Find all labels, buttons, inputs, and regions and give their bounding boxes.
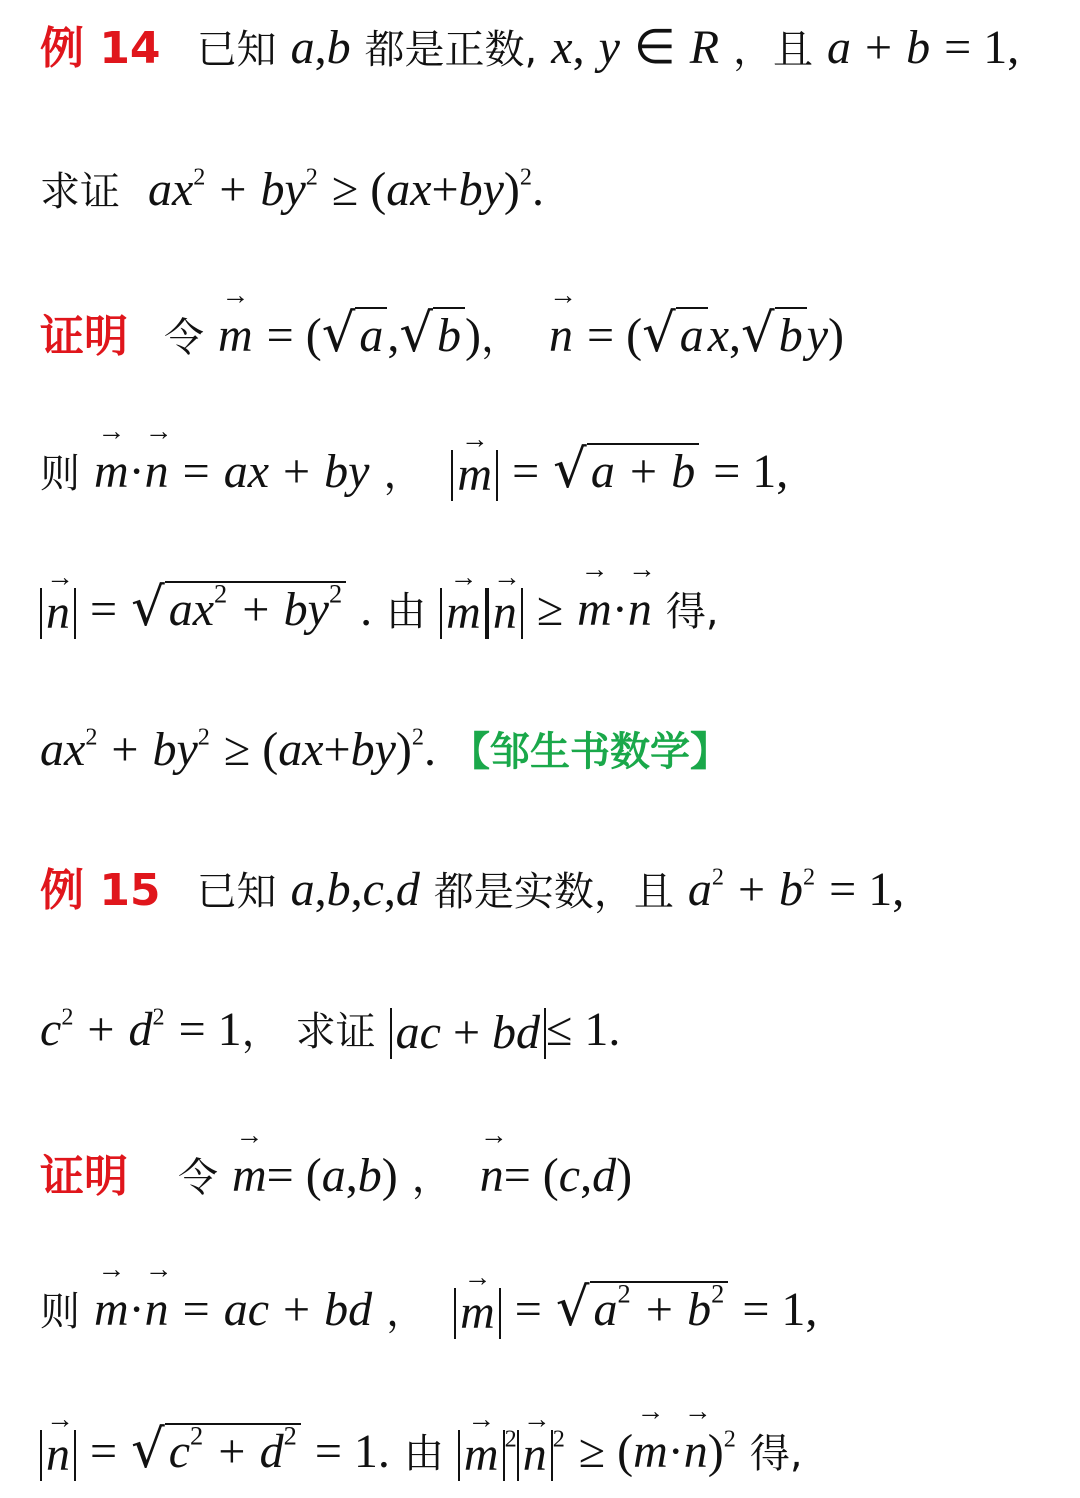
proof14-line2: 则 → m·→ n = ax + by ， → m = √a + b = 1, (40, 440, 1072, 504)
example15-statement-line2: $c^2 + d^2 = 1$， 求证 ac + bd ≤ 1. (40, 1003, 621, 1060)
proof14-line3: → $n = √ax^2 + by^2$ . 由 → m→ n ≥ → m·→ n 得, (40, 578, 1072, 642)
proof14-label: 证明 (40, 311, 128, 362)
brand-watermark-text: 【邹生书数学】 (450, 729, 730, 775)
vector-m: → m (218, 306, 253, 366)
example15-label: 例 15 (40, 865, 161, 916)
proof15-line2: 则 → m·→ n = ac + bd ， → $m = √a^2 + b^2 = 1$, (40, 1278, 1072, 1342)
example14-statement-line2: 求证 $ax^2 + by^2 \ge (ax+by)^2$. (40, 163, 544, 216)
vector-n: → n (549, 306, 573, 366)
proof15-line1: 证明 令 → m= (a,b) ， → n= (c,d) (40, 1146, 1072, 1208)
proof15-line3: → $n = √c^2 + d^2 = 1$. 由 → m $^2$→ n $^2$ ≥ (→ m·→ n)$^2$ 得, (40, 1420, 1072, 1484)
example14-statement-line1: 例 14 已知 a,b 都是正数, x, y ∈ R ，且 a + b = 1, (40, 21, 1020, 74)
example15-statement-line1: 例 15 已知 a,b,c,d 都是实数，且 $a^2 + b^2 = 1$, (40, 863, 905, 916)
example14-label: 例 14 (40, 23, 161, 74)
proof14-conclusion: $ax^2 + by^2 \ge (ax+by)^2$. 【邹生书数学】 (40, 723, 730, 776)
proof15-label: 证明 (40, 1151, 128, 1202)
proof14-line1: 证明 令 → m = (√a,√b)， → n = (√ax,√by) (40, 304, 1072, 368)
